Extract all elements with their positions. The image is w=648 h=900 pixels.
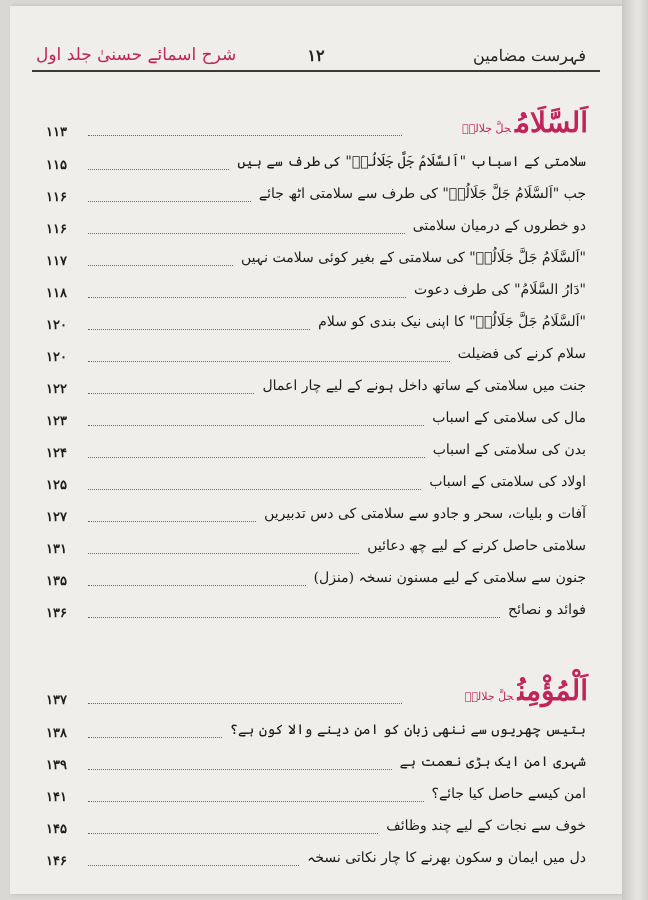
dot-leader [88, 169, 229, 170]
section-title-text: اَلسَّلَامُ [515, 106, 588, 139]
toc-entry[interactable] [42, 432, 592, 464]
toc-entry-title: خوف سے نجات کے لیے چند وظائف [386, 818, 586, 834]
dot-leader [88, 553, 359, 554]
toc-entry-page: ۱۲۰ [46, 350, 67, 365]
dot-leader [88, 425, 424, 426]
toc-entry-page: ۱۱۸ [46, 286, 67, 301]
toc-entry-page: ۱۳۹ [46, 758, 67, 773]
toc-entry-title: بتیس چھریوں سے ننھی زبان کو امن دینے والا کون ہے؟ [229, 722, 586, 738]
toc-entry[interactable] [42, 744, 592, 776]
toc-entry[interactable] [42, 272, 592, 304]
toc-entry-title: سلام کرنے کی فضیلت [457, 346, 586, 362]
toc-entry[interactable] [42, 176, 592, 208]
header-book-title: شرح اسمائے حسنیٰ جلد اول [36, 45, 237, 65]
toc-entry[interactable] [42, 840, 592, 872]
section-title-suffix: جلَّ جلالہٗ [464, 690, 514, 703]
dot-leader [88, 297, 406, 298]
toc-entry-title: "دَارُ السَّلَامُ" کی طرف دعوت [414, 282, 586, 298]
toc-entry-title: شہری امن ایک بڑی نعمت ہے [399, 754, 586, 770]
toc-entry[interactable] [42, 208, 592, 240]
toc-entry-title: "اَلسَّلَامُ جَلَّ جَلَالُہٗ" کی سلامتی کے بغیر کوئی سلامت نہیں [241, 250, 586, 266]
toc-entry[interactable] [42, 560, 592, 592]
toc-entry[interactable] [42, 336, 592, 368]
toc-entry-title: سلامتی حاصل کرنے کے لیے چھ دعائیں [367, 538, 586, 554]
dot-leader [88, 801, 424, 802]
section-heading [42, 106, 592, 144]
toc-entry[interactable] [42, 304, 592, 336]
toc-entry-title: مال کی سلامتی کے اسباب [432, 410, 586, 426]
section-page-number: ۱۳۷ [46, 693, 67, 708]
book-page [10, 6, 622, 894]
toc-entry-page: ۱۴۵ [46, 822, 67, 837]
toc-entry-title: فوائد و نصائح [508, 602, 586, 618]
toc-entry[interactable] [42, 496, 592, 528]
toc-entry[interactable] [42, 808, 592, 840]
running-header [32, 42, 600, 72]
dot-leader [88, 393, 254, 394]
dot-leader [88, 585, 306, 586]
page-number: ۱۲ [307, 46, 325, 65]
section-title [465, 674, 588, 707]
toc-entry-page: ۱۴۱ [46, 790, 67, 805]
toc-entry-title: جب "اَلسَّلَامُ جَلَّ جَلَالُہٗ" کی طرف سے سلامتی اٹھ جائے [258, 186, 586, 202]
dot-leader [88, 233, 405, 234]
dot-leader [88, 135, 402, 136]
toc-entry-page: ۱۲۳ [46, 414, 67, 429]
toc-entry-page: ۱۴۶ [46, 854, 67, 869]
toc-entry-title: دل میں ایمان و سکون بھرنے کا چار نکاتی نسخہ [307, 850, 586, 866]
toc-entry-title: آفات و بلیات، سحر و جادو سے سلامتی کی دس تدبیریں [264, 506, 586, 522]
toc-entry-page: ۱۲۴ [46, 446, 67, 461]
toc-section-as-salam [42, 106, 592, 624]
section-page-number: ۱۱۳ [46, 125, 67, 140]
toc-entry-title: بدن کی سلامتی کے اسباب [432, 442, 586, 458]
toc-entry-title: دو خطروں کے درمیان سلامتی [412, 218, 586, 234]
toc-entry-page: ۱۱۶ [46, 222, 67, 237]
dot-leader [88, 833, 378, 834]
toc-entry[interactable] [42, 464, 592, 496]
dot-leader [88, 489, 421, 490]
toc-entry-title: "اَلسَّلَامُ جَلَّ جَلَالُہٗ" کا اپنی نیک بندی کو سلام [318, 314, 586, 330]
section-heading [42, 674, 592, 712]
page-edge [622, 0, 648, 900]
toc-entry-title: امن کیسے حاصل کیا جائے؟ [431, 786, 586, 802]
section-title [462, 106, 588, 139]
dot-leader [88, 769, 392, 770]
toc-entry-page: ۱۳۸ [46, 726, 67, 741]
dot-leader [88, 617, 500, 618]
dot-leader [88, 457, 425, 458]
toc-entry[interactable] [42, 240, 592, 272]
toc-entry-page: ۱۱۷ [46, 254, 67, 269]
toc-entry-page: ۱۲۷ [46, 510, 67, 525]
toc-entry[interactable] [42, 528, 592, 560]
toc-section-al-mumin [42, 674, 592, 872]
toc-entry-page: ۱۲۵ [46, 478, 67, 493]
section-title-suffix: جلَّ جلالہٗ [462, 122, 511, 135]
toc-entry[interactable] [42, 712, 592, 744]
toc-entry[interactable] [42, 400, 592, 432]
toc-entry-page: ۱۳۵ [46, 574, 67, 589]
toc-entry-title: سلامتی کے اسباب "اَلسَّلَامُ جَلَّ جَلَالُہٗ" کی طرف سے ہیں [237, 154, 586, 170]
toc-entry-title: جنت میں سلامتی کے ساتھ داخل ہونے کے لیے چار اعمال [262, 378, 586, 394]
toc-entry-page: ۱۲۰ [46, 318, 67, 333]
toc-entry-page: ۱۱۶ [46, 190, 67, 205]
toc-entry[interactable] [42, 592, 592, 624]
header-contents-label: فہرست مضامین [473, 46, 586, 65]
toc-entry-title: اولاد کی سلامتی کے اسباب [429, 474, 586, 490]
toc-entry-page: ۱۲۲ [46, 382, 67, 397]
dot-leader [88, 265, 233, 266]
dot-leader [88, 521, 256, 522]
dot-leader [88, 361, 450, 362]
toc-entry-page: ۱۱۵ [46, 158, 67, 173]
toc-entry[interactable] [42, 776, 592, 808]
toc-entry-title: جنون سے سلامتی کے لیے مسنون نسخہ (منزل) [313, 570, 586, 586]
toc-entry[interactable] [42, 144, 592, 176]
dot-leader [88, 329, 310, 330]
dot-leader [88, 865, 299, 866]
toc-entry-page: ۱۳۶ [46, 606, 67, 621]
section-title-text: اَلْمُؤْمِنُ [517, 674, 588, 707]
dot-leader [88, 737, 222, 738]
toc-entry-page: ۱۳۱ [46, 542, 67, 557]
dot-leader [88, 201, 251, 202]
dot-leader [88, 703, 402, 704]
toc-entry[interactable] [42, 368, 592, 400]
